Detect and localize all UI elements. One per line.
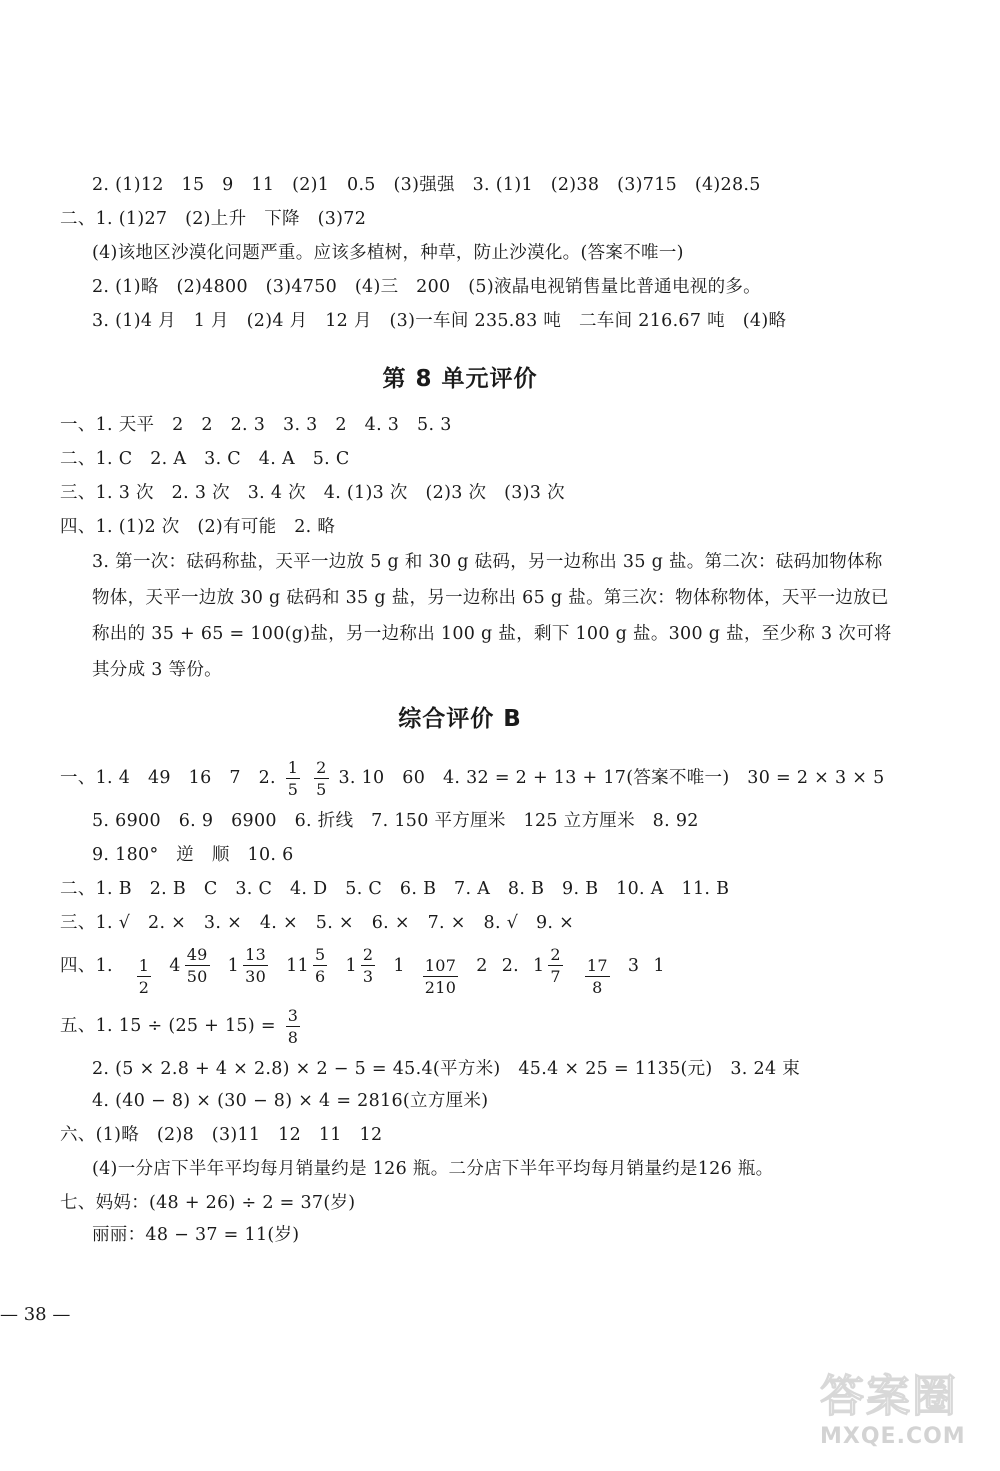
- mixed-number: [133, 958, 155, 996]
- answer-line: 5. 6900 6. 9 6900 6. 折线 7. 150 平方厘米 125 立方厘米 8. 92: [92, 811, 699, 831]
- numerator: 17: [586, 956, 608, 975]
- section-title-comprehensive-b: 综合评价 B: [398, 706, 522, 732]
- answer-line: 七、妈妈：(48 + 26) ÷ 2 = 37(岁): [60, 1193, 356, 1213]
- answer-line: 丽丽：48 − 37 = 11(岁): [92, 1225, 300, 1245]
- answer-value: 1: [393, 956, 405, 976]
- mixed-number: [169, 944, 213, 988]
- answer-text: 四、1.: [60, 956, 113, 976]
- watermark-logo: [820, 1360, 990, 1460]
- fraction: [548, 947, 562, 985]
- answer-line: 三、1. 3 次 2. 3 次 3. 4 次 4. (1)3 次 (2)3 次 (3)3 次: [60, 483, 565, 503]
- denominator: 7: [550, 967, 561, 986]
- answer-line: 三、1. √ 2. × 3. × 4. × 5. × 6. × 7. × 8. √ 9. ×: [60, 913, 575, 933]
- answer-text: 3. 10 60 4. 32 = 2 + 13 + 17(答案不唯一) 30 = 2 × 3 × 5: [338, 768, 885, 788]
- mixed-number: [345, 944, 379, 988]
- answer-value: 1: [653, 956, 665, 976]
- mixed-number: [228, 944, 272, 988]
- mixed-number: [419, 958, 462, 996]
- answer-line: 9. 180° 逆 顺 10. 6: [92, 845, 294, 865]
- whole-part: 1: [227, 956, 240, 976]
- answer-text: 五、1. 15 ÷ (25 + 15) =: [60, 1016, 276, 1036]
- numerator: 1: [138, 956, 150, 975]
- whole-part: 4: [169, 956, 181, 976]
- watermark-text: 答案圈: [820, 1371, 958, 1422]
- numerator: 5: [314, 945, 326, 964]
- answer-line-fractions: [60, 758, 885, 798]
- denominator: 210: [424, 978, 457, 997]
- answer-line: 二、1. C 2. A 3. C 4. A 5. C: [60, 449, 350, 469]
- answer-line: 二、1. (1)27 (2)上升 下降 (3)72: [60, 209, 367, 229]
- numerator: 49: [186, 945, 208, 964]
- numerator: 107: [424, 956, 457, 975]
- answer-line-fractions: [60, 1004, 304, 1048]
- answer-line: 2. (1)12 15 9 11 (2)1 0.5 (3)强强 3. (1)1 (2)38 (3)715 (4)28.5: [92, 175, 761, 195]
- denominator: 30: [245, 967, 267, 986]
- section-title-unit8: 第 8 单元评价: [382, 366, 538, 392]
- fraction: [185, 947, 210, 985]
- whole-part: 11: [286, 956, 309, 976]
- denominator: 2: [138, 978, 150, 997]
- answer-line: (4)该地区沙漠化问题严重。应该多植树，种草，防止沙漠化。(答案不唯一): [92, 243, 684, 263]
- answer-line: 六、(1)略 (2)8 (3)11 12 11 12: [60, 1125, 383, 1145]
- answer-text: 一、1. 4 49 16 7 2.: [60, 768, 276, 788]
- answer-value: 3: [627, 956, 640, 976]
- answer-line: 一、1. 天平 2 2 2. 3 3. 3 2 4. 3 5. 3: [60, 415, 452, 435]
- page-number: — 38 —: [0, 1304, 71, 1325]
- mixed-number: [533, 944, 567, 988]
- fraction: [313, 947, 327, 985]
- answer-value: 2: [476, 956, 488, 976]
- answer-paragraph: 3. 第一次：砝码称盐，天平一边放 5 g 和 30 g 砝码，另一边称出 35 g 盐。第二次：砝码加物体称物体，天平一边放 30 g 砝码和 35 g 盐，另一边称出 65 g 盐。第三次：物体称物体，天平一边放已称出的 35 + 65 = 100(g)盐，另一边称出 100 g 盐，剩下 100 g 盐。300 g 盐，至少称 3 次可将其分成 3 等份。: [92, 552, 892, 680]
- fraction: [137, 958, 151, 996]
- denominator: 8: [592, 978, 603, 997]
- fraction: $\frac{1}{5}$: [287, 757, 299, 799]
- fraction: [423, 958, 458, 996]
- mixed-number: [286, 944, 331, 988]
- answer-value: 2.: [501, 956, 519, 976]
- numerator: 13: [245, 945, 267, 964]
- denominator: 6: [314, 967, 326, 986]
- fraction: [243, 947, 268, 985]
- answer-line: 四、1. (1)2 次 (2)有可能 2. 略: [60, 517, 336, 537]
- fraction: [361, 947, 375, 985]
- whole-part: 1: [345, 956, 357, 976]
- mixed-number: [581, 958, 614, 996]
- fraction: [585, 958, 610, 996]
- answer-line: 二、1. B 2. B C 3. C 4. D 5. C 6. B 7. A 8. B 9. B 10. A 11. B: [60, 879, 730, 899]
- denominator: 50: [186, 967, 208, 986]
- denominator: 3: [362, 967, 374, 986]
- answer-line: 3. (1)4 月 1 月 (2)4 月 12 月 (3)一车间 235.83 吨 二车间 216.67 吨 (4)略: [92, 311, 787, 331]
- fraction: $\frac{2}{5}$: [316, 757, 327, 799]
- numerator: 2: [362, 945, 374, 964]
- answer-line: 2. (1)略 (2)4800 (3)4750 (4)三 200 (5)液晶电视销售量比普通电视的多。: [92, 277, 761, 297]
- watermark-url: MXQE.COM: [820, 1424, 966, 1449]
- answer-line: (4)一分店下半年平均每月销量约是 126 瓶。二分店下半年平均每月销量约是126 瓶。: [92, 1159, 774, 1179]
- answer-line-mixed-fractions: [60, 944, 665, 996]
- answer-line: 4. (40 − 8) × (30 − 8) × 4 = 2816(立方厘米): [92, 1091, 489, 1111]
- numerator: 2: [550, 945, 561, 964]
- whole-part: 1: [532, 956, 545, 976]
- fraction: $\frac{3}{8}$: [287, 1005, 299, 1047]
- answer-line: 2. (5 × 2.8 + 4 × 2.8) × 2 − 5 = 45.4(平方米) 45.4 × 25 = 1135(元) 3. 24 束: [92, 1059, 801, 1079]
